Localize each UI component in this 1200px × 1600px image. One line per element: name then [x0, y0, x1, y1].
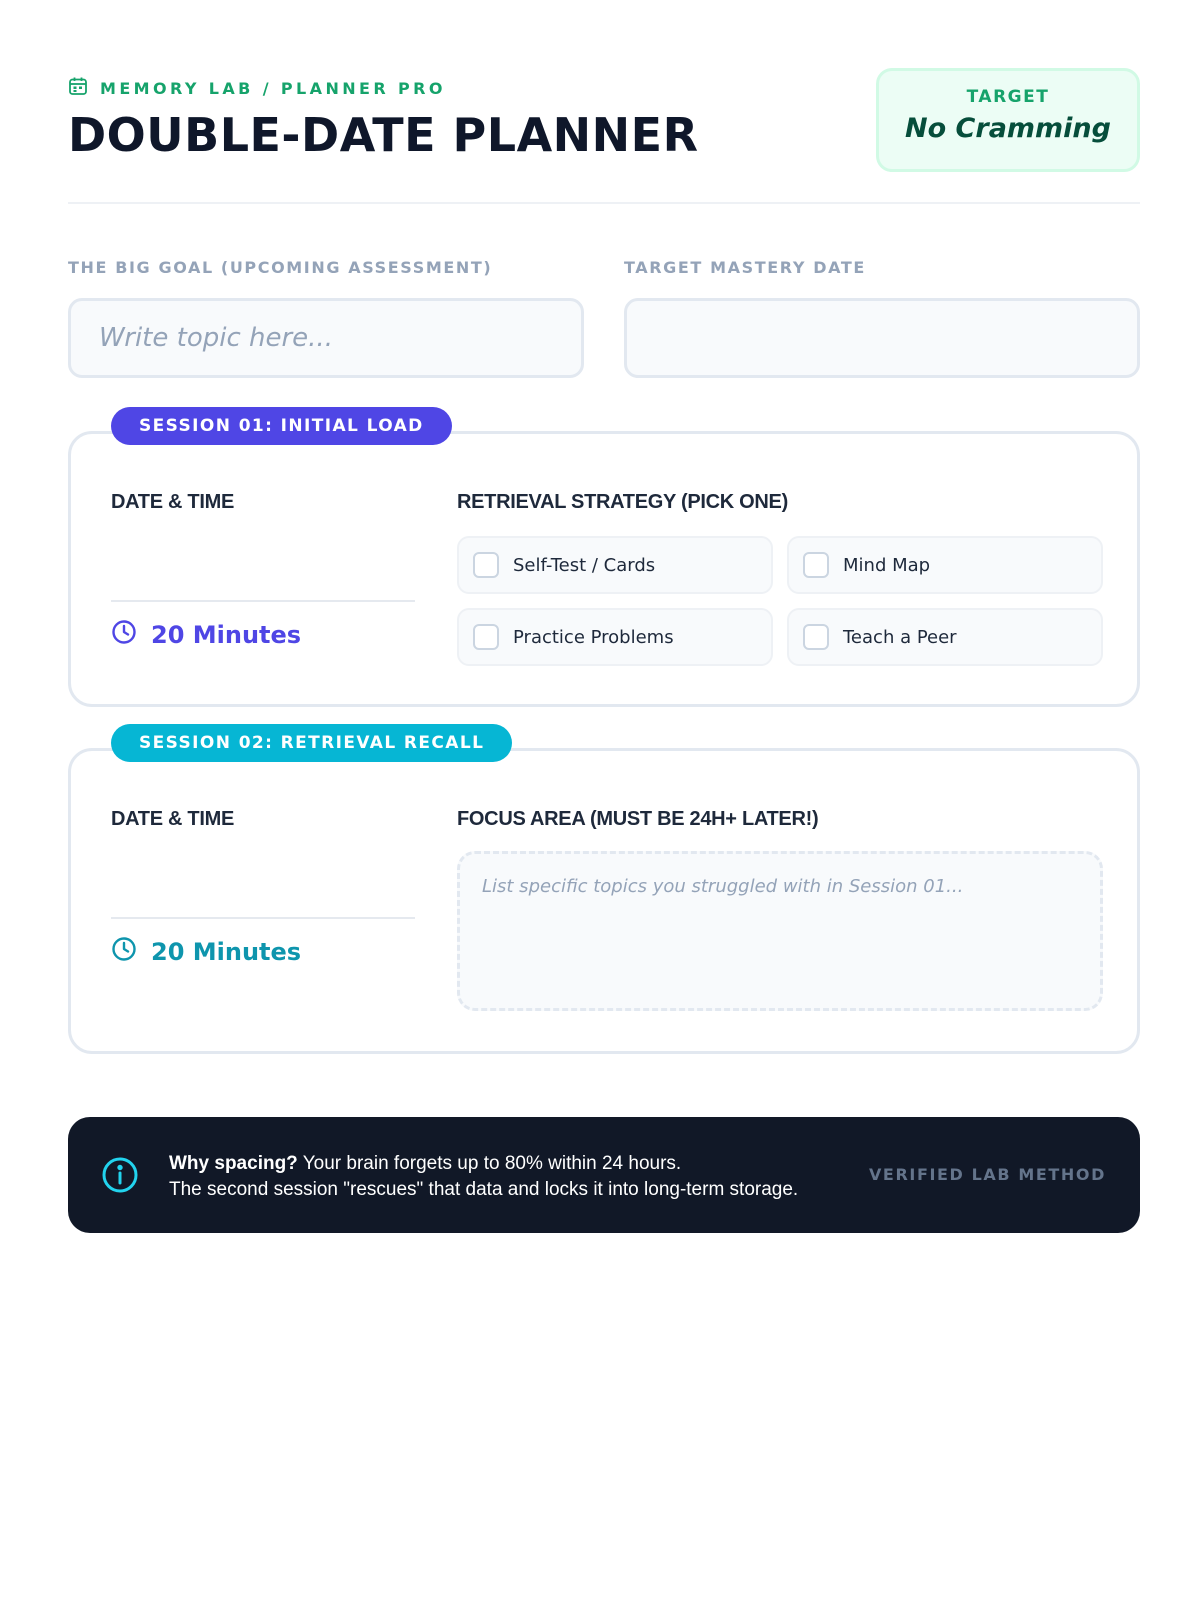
option-self-test[interactable]	[457, 536, 773, 594]
option-label: Teach a Peer	[843, 626, 957, 648]
checkbox[interactable]	[473, 624, 499, 650]
option-label: Self-Test / Cards	[513, 554, 656, 576]
info-line-1: Your brain forgets up to 80% within 24 hours.	[297, 1153, 682, 1174]
strategy-label: RETRIEVAL STRATEGY (PICK ONE)	[457, 491, 788, 513]
info-line-2: The second session "rescues" that data and locks it into long-term storage.	[169, 1179, 799, 1200]
session-01-duration	[111, 619, 301, 651]
session-02-card	[68, 748, 1140, 1054]
session-01-duration-label: 20 Minutes	[151, 621, 302, 649]
session-02-date-label: DATE & TIME	[111, 808, 234, 830]
option-label: Practice Problems	[513, 626, 674, 648]
checkbox[interactable]	[803, 552, 829, 578]
session-02-duration-label: 20 Minutes	[151, 938, 302, 966]
target-value: No Cramming	[905, 113, 1111, 144]
info-banner	[68, 1117, 1140, 1233]
target-badge	[876, 68, 1140, 172]
page-header	[68, 68, 1140, 204]
brand-label: MEMORY LAB / PLANNER PRO	[100, 79, 446, 98]
verified-tag: VERIFIED LAB METHOD	[868, 1165, 1106, 1184]
option-teach-peer[interactable]	[787, 608, 1103, 666]
info-lead: Why spacing?	[169, 1153, 298, 1174]
info-message	[169, 1151, 798, 1203]
option-label: Mind Map	[843, 554, 931, 576]
topic-label: THE BIG GOAL (UPCOMING ASSESSMENT)	[68, 258, 493, 277]
option-practice-problems[interactable]	[457, 608, 773, 666]
session-02-duration	[111, 936, 301, 968]
checkbox[interactable]	[803, 624, 829, 650]
info-icon	[101, 1156, 139, 1194]
option-mind-map[interactable]	[787, 536, 1103, 594]
clock-icon	[111, 619, 137, 651]
session-01-date-label: DATE & TIME	[111, 491, 234, 513]
calendar-icon	[68, 76, 88, 101]
topic-input[interactable]	[68, 298, 584, 378]
checkbox[interactable]	[473, 552, 499, 578]
mastery-date-input[interactable]	[624, 298, 1140, 378]
target-label: TARGET	[966, 87, 1050, 107]
focus-area-label: FOCUS AREA (MUST BE 24H+ LATER!)	[457, 808, 819, 830]
page-title: DOUBLE-DATE PLANNER	[68, 108, 699, 162]
session-01-badge: SESSION 01: INITIAL LOAD	[111, 407, 452, 445]
session-02-date-field[interactable]	[111, 917, 415, 919]
clock-icon	[111, 936, 137, 968]
session-02-badge: SESSION 02: RETRIEVAL RECALL	[111, 724, 512, 762]
brand	[68, 76, 446, 101]
session-01-date-field[interactable]	[111, 600, 415, 602]
mastery-date-label: TARGET MASTERY DATE	[624, 258, 866, 277]
focus-area-input[interactable]	[457, 851, 1103, 1011]
session-01-card	[68, 431, 1140, 707]
